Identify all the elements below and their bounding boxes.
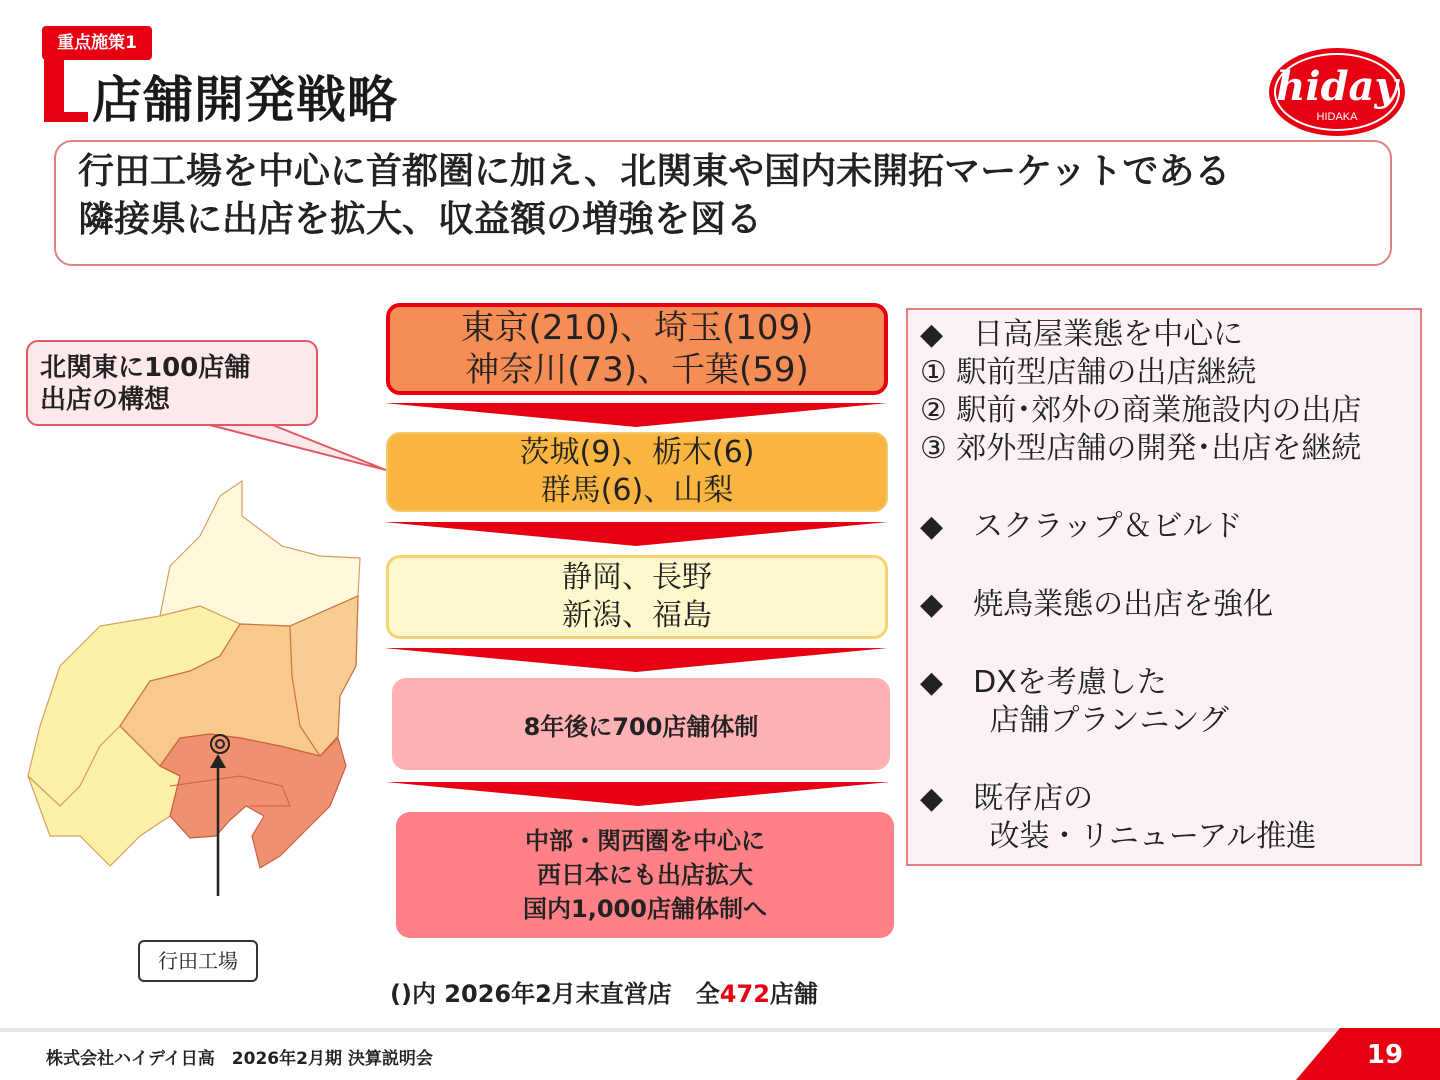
strategy-item-1-sub-3: ③ 郊外型店舗の開発･出店を継続 <box>920 431 1362 466</box>
stage-3-line-2: 新潟、福島 <box>562 598 712 633</box>
stage-1-line-2: 神奈川(73)、千葉(59) <box>465 350 809 390</box>
stage-arrow-3 <box>384 648 888 672</box>
north-kanto-callout <box>26 340 318 426</box>
factory-label: 行田工場 <box>138 940 258 982</box>
headline-box <box>54 140 1392 266</box>
stage-5-line-3: 国内1,000店舗体制へ <box>523 895 767 923</box>
strategy-item-1-header: ◆ 日高屋業態を中心に <box>920 317 1244 352</box>
strategy-item-1-sub-1: ① 駅前型店舗の出店継続 <box>920 355 1257 390</box>
strategy-item-3: ◆ 焼鳥業態の出店を強化 <box>920 587 1274 622</box>
strategy-item-1-sub-2: ② 駅前･郊外の商業施設内の出店 <box>920 393 1362 428</box>
stage-4-box <box>392 678 890 770</box>
logo-brand-text: hiday <box>1276 63 1398 110</box>
headline-line-2: 隣接県に出店を拡大、収益額の増強を図る <box>78 199 763 240</box>
stage-5-box <box>396 812 894 938</box>
section-tag: 重点施策1 <box>42 26 152 60</box>
kanto-map <box>20 476 370 896</box>
callout-line-1: 北関東に100店舗 <box>40 353 251 383</box>
strategy-panel <box>906 308 1422 866</box>
stage-4-line-1: 8年後に700店舗体制 <box>523 712 759 741</box>
headline-line-1: 行田工場を中心に首都圏に加え、北関東や国内未開拓マーケットである <box>78 151 1231 192</box>
strategy-item-4-line-1: ◆ DXを考慮した <box>920 665 1167 700</box>
note-suffix: 店舗 <box>769 980 818 1008</box>
strategy-item-2: ◆ スクラップ＆ビルド <box>920 509 1243 544</box>
page-number: 19 <box>1366 1040 1404 1070</box>
store-count-note <box>390 974 818 1009</box>
note-count: 472 <box>719 980 770 1008</box>
stage-arrow-2 <box>384 522 888 546</box>
stage-5-line-2: 西日本にも出店拡大 <box>537 861 753 889</box>
region-fukushima <box>160 481 360 626</box>
stage-3-box <box>386 555 888 639</box>
stage-2-line-1: 茨城(9)、栃木(6) <box>519 435 755 470</box>
hiday-logo <box>1262 40 1412 142</box>
title-accent-bar <box>44 56 64 118</box>
page-title: 店舗開発戦略 <box>92 71 398 129</box>
title-accent-foot <box>44 112 88 122</box>
stage-2-line-2: 群馬(6)、山梨 <box>540 473 734 508</box>
stage-1-line-1: 東京(210)、埼玉(109) <box>460 308 814 348</box>
callout-line-2: 出店の構想 <box>40 385 171 415</box>
strategy-item-5-line-2: 改装・リニューアル推進 <box>920 819 1317 854</box>
stage-3-line-1: 静岡、長野 <box>562 560 712 595</box>
stage-5-line-1: 中部・関西圏を中心に <box>525 827 765 855</box>
stage-arrow-4 <box>386 782 890 806</box>
note-prefix: ()内 2026年2月末直営店 全 <box>390 980 720 1008</box>
stage-2-box <box>386 432 888 512</box>
strategy-item-4-line-2: 店舗プランニング <box>920 703 1229 738</box>
footer-company: 株式会社ハイデイ日高 2026年2月期 決算説明会 <box>46 1049 433 1069</box>
stage-1-box <box>386 303 888 395</box>
logo-sub-text: HIDAKA <box>1316 111 1358 123</box>
stage-arrow-1 <box>384 403 888 427</box>
strategy-item-5-line-1: ◆ 既存店の <box>920 781 1094 816</box>
footer-divider <box>0 1028 1440 1032</box>
